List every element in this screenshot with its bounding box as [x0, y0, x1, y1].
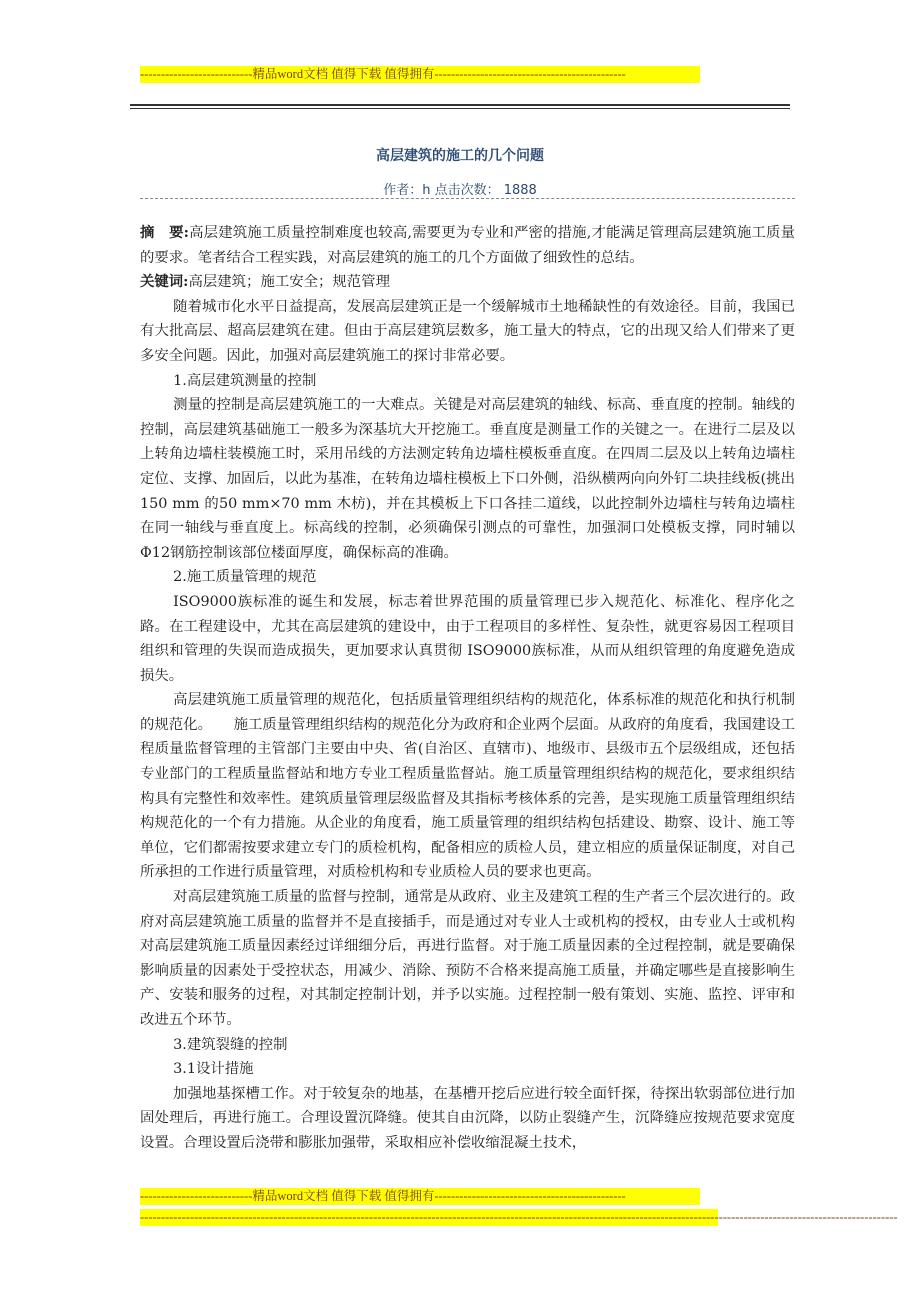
abstract — [140, 221, 795, 270]
footer-banner: ---------------------------精品word文档 值得下载 值得拥有---------------------------------------------- — [140, 1188, 700, 1205]
keywords-text: 高层建筑；施工安全；规范管理 — [188, 274, 390, 291]
paragraph: 随着城市化水平日益提高，发展高层建筑正是一个缓解城市土地稀缺性的有效途径。目前，我国已有大批高层、超高层建筑在建。但由于高层建筑层数多，施工量大的特点，它的出现又给人们带来了更多安全问题。因此，加强对高层建筑施工的探讨非常必要。 — [140, 298, 795, 364]
abstract-label: 摘 要: — [140, 224, 189, 241]
paragraph: 对高层建筑施工质量的监督与控制，通常是从政府、业主及建筑工程的生产者三个层次进行的。政府对高层建筑施工质量的监督并不是直接插手，而是通过对专业人士或机构的授权，由专业人士或机构对高层建筑施工质量因素经过详细细分后，再进行监督。对于施工质量因素的全过程控制，就是要确保影响质量的因素处于受控状态，用减少、消除、预防不合格来提高施工质量，并确定哪些是直接影响生产、安装和服务的过程，对其制定控制计划，并予以实施。过程控制一般有策划、实施、监控、评审和改进五个环节。 — [140, 889, 795, 1028]
paragraph: 测量的控制是高层建筑施工的一大难点。关键是对高层建筑的轴线、标高、垂直度的控制。轴线的控制，高层建筑基础施工一般多为深基坑大开挖施工。垂直度是测量工作的关键之一。在进行二层及以上转角边墙柱装模施工时，采用吊线的方法测定转角边墙柱模板垂直度。在四周二层及以上转角边墙柱定位、支撑、加固后，以此为基准，在转角边墙柱模板上下口外侧，沿纵横两向向外钉二块挂线板(挑出150 mm 的50 mm×70 mm 木枋)，并在其模板上下口各挂二道线，以此控制外边墙柱与转角边墙柱在同一轴线与垂直度上。标高线的控制，必须确保引测点的可靠性，加强洞口处模板支撑，同时辅以 Φ12钢筋控制该部位楼面厚度，确保标高的准确。 — [140, 397, 795, 561]
section-heading: 1.高层建筑测量的控制 — [173, 372, 317, 389]
footer-dashes: -------------------------------------------------------------------------------------------------------------------------------------------------------------------------------------- — [140, 1210, 898, 1224]
abstract-text: 高层建筑施工质量控制难度也较高,需要更为专业和严密的措施,才能满足管理高层建筑施工质量的要求。笔者结合工程实践，对高层建筑的施工的几个方面做了细致性的总结。 — [140, 225, 796, 266]
keywords-label: 关键词: — [140, 273, 189, 291]
subsection-heading: 3.1设计措施 — [173, 1061, 254, 1078]
paragraph: 高层建筑施工质量管理的规范化，包括质量管理组织结构的规范化，体系标准的规范化和执行机制的规范化。 施工质量管理组织结构的规范化分为政府和企业两个层面。从政府的角度看，我国建设工程质量监督管理的主管部门主要由中央、省(自治区、直辖市)、地级市、县级市五个层级组成，还包括专业部门的工程质量监督站和地方专业工程质量监督站。施工质量管理组织结构的规范化，要求组织结构具有完整性和效率性。建筑质量管理层级监督及其指标考核体系的完善，是实现施工质量管理组织结构规范化的一个有力措施。从企业的角度看，施工质量管理的组织结构包括建设、勘察、设计、施工等单位，它们都需按要求建立专门的质检机构，配备相应的质检人员，建立相应的质量保证制度，对自己所承担的工作进行质量管理，对质检机构和专业质检人员的要求也更高。 — [140, 692, 795, 881]
byline-divider — [140, 198, 795, 199]
article-byline: 作者：h 点击次数： 1888 — [383, 183, 537, 198]
paragraph: ISO9000族标准的诞生和发展，标志着世界范围的质量管理已步入规范化、标准化、程序化之路。在工程建设中，尤其在高层建筑的建设中，由于工程项目的多样性、复杂性，就更容易因工程项目组织和管理的失误而造成损失，更加要求认真贯彻 ISO9000族标准，从而从组织管理的角度避免造成损失。 — [140, 593, 795, 684]
article-body — [140, 221, 795, 1156]
header-rule — [130, 104, 790, 106]
section-heading: 2.施工质量管理的规范 — [173, 569, 317, 586]
keywords — [140, 270, 795, 295]
header-banner: ---------------------------精品word文档 值得下载 值得拥有---------------------------------------------- — [140, 66, 700, 83]
section-heading: 3.建筑裂缝的控制 — [173, 1036, 288, 1053]
header-rule-thin — [130, 108, 790, 109]
article-title: 高层建筑的施工的几个问题 — [376, 148, 544, 164]
paragraph: 加强地基探槽工作。对于较复杂的地基，在基槽开挖后应进行较全面钎探，待探出软弱部位进行加固处理后，再进行施工。合理设置沉降缝。使其自由沉降，以防止裂缝产生，沉降缝应按规范要求宽度设置。合理设置后浇带和膨胀加强带，采取相应补偿收缩混凝土技术， — [140, 1085, 795, 1151]
